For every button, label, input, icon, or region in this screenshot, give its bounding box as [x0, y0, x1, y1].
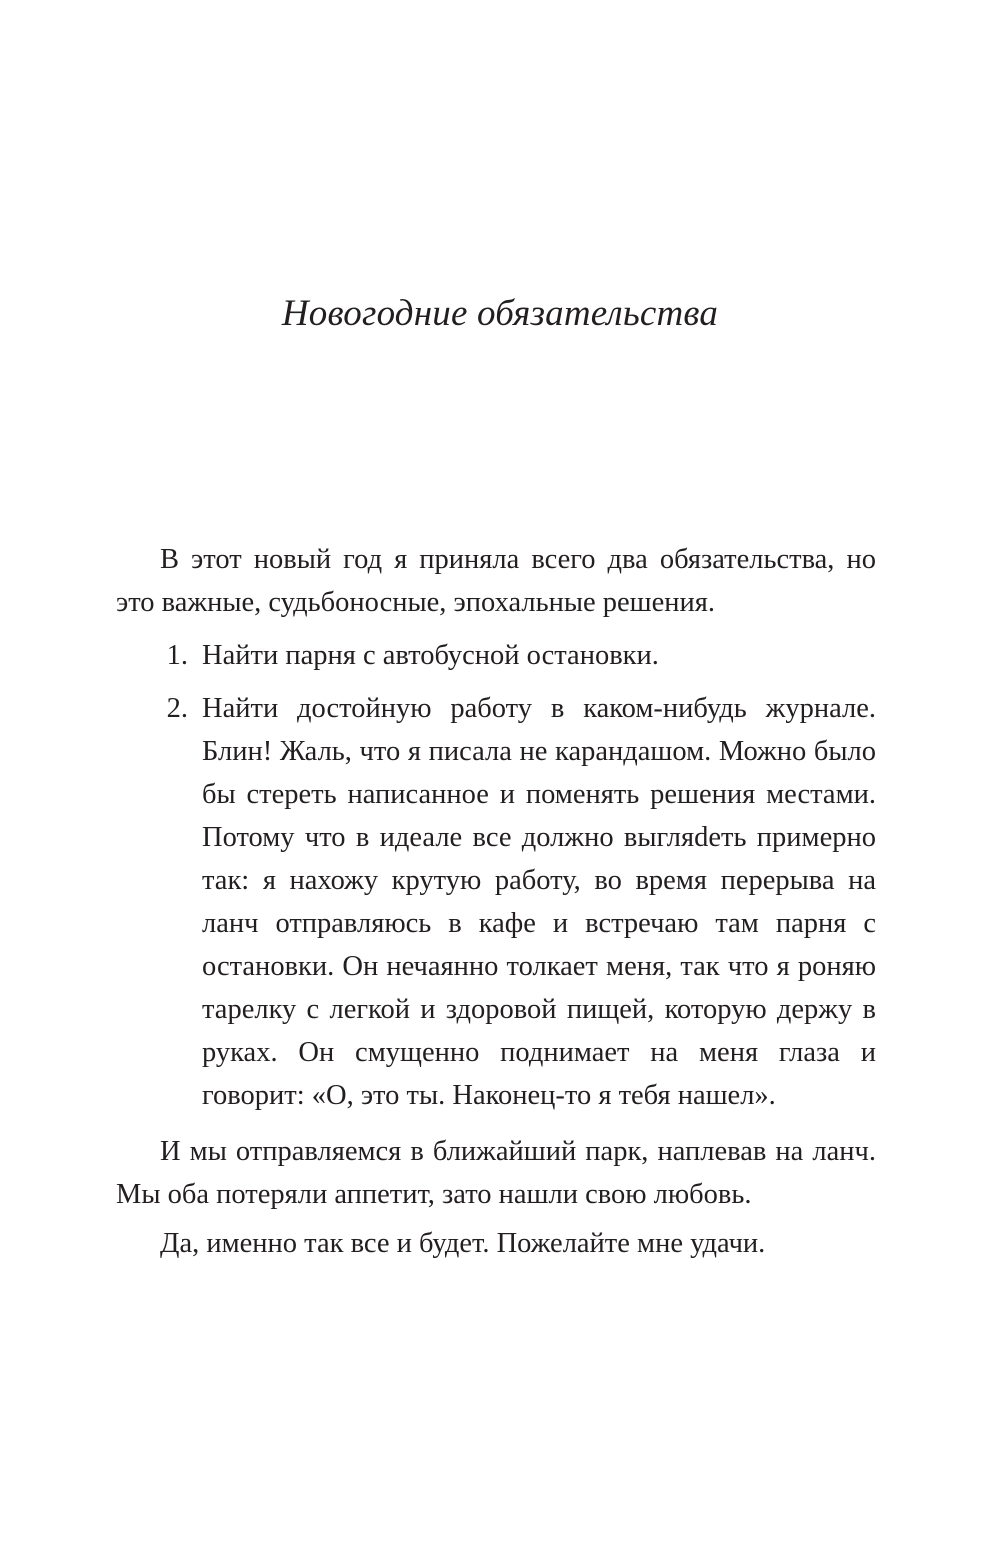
list-item-text: Найти парня с автобусной остановки.: [202, 640, 659, 671]
list-item-number: 1.: [166, 640, 188, 671]
list-item-text: Найти достойную работу в каком-нибудь журнале. Блин! Жаль, что я писала не карандашом. Можно было бы стереть написанное и поменять решения местами. Потому что в идеале все должно выгляdеть примерно так: я нахожу крутую работу, во время перерыва на ланч отправляюсь в кафе и встречаю там парня с остановки. Он нечаянно толкает меня, так что я роняю тарелку с легкой и здоровой пищей, которую держу в руках. Он смущенно поднимает на меня глаза и говорит: «О, это ты. Наконец-то я тебя нашел».: [202, 693, 876, 1111]
body-text: [116, 538, 876, 1265]
list-item: [116, 634, 876, 677]
intro-paragraph: В этот новый год я приняла всего два обязательства, но это важные, судьбоносные, эпохальные решения.: [116, 544, 876, 618]
park-paragraph: И мы отправляемся в ближайший парк, наплевав на ланч. Мы оба потеряли аппетит, зато нашли свою любовь.: [116, 1136, 876, 1210]
list-item-number: 2.: [166, 693, 188, 724]
resolutions-list: [116, 634, 876, 1117]
list-item: [116, 687, 876, 1117]
chapter-title: Новогодние обязательства: [281, 293, 719, 334]
final-paragraph: Да, именно так все и будет. Пожелайте мне удачи.: [160, 1228, 766, 1259]
